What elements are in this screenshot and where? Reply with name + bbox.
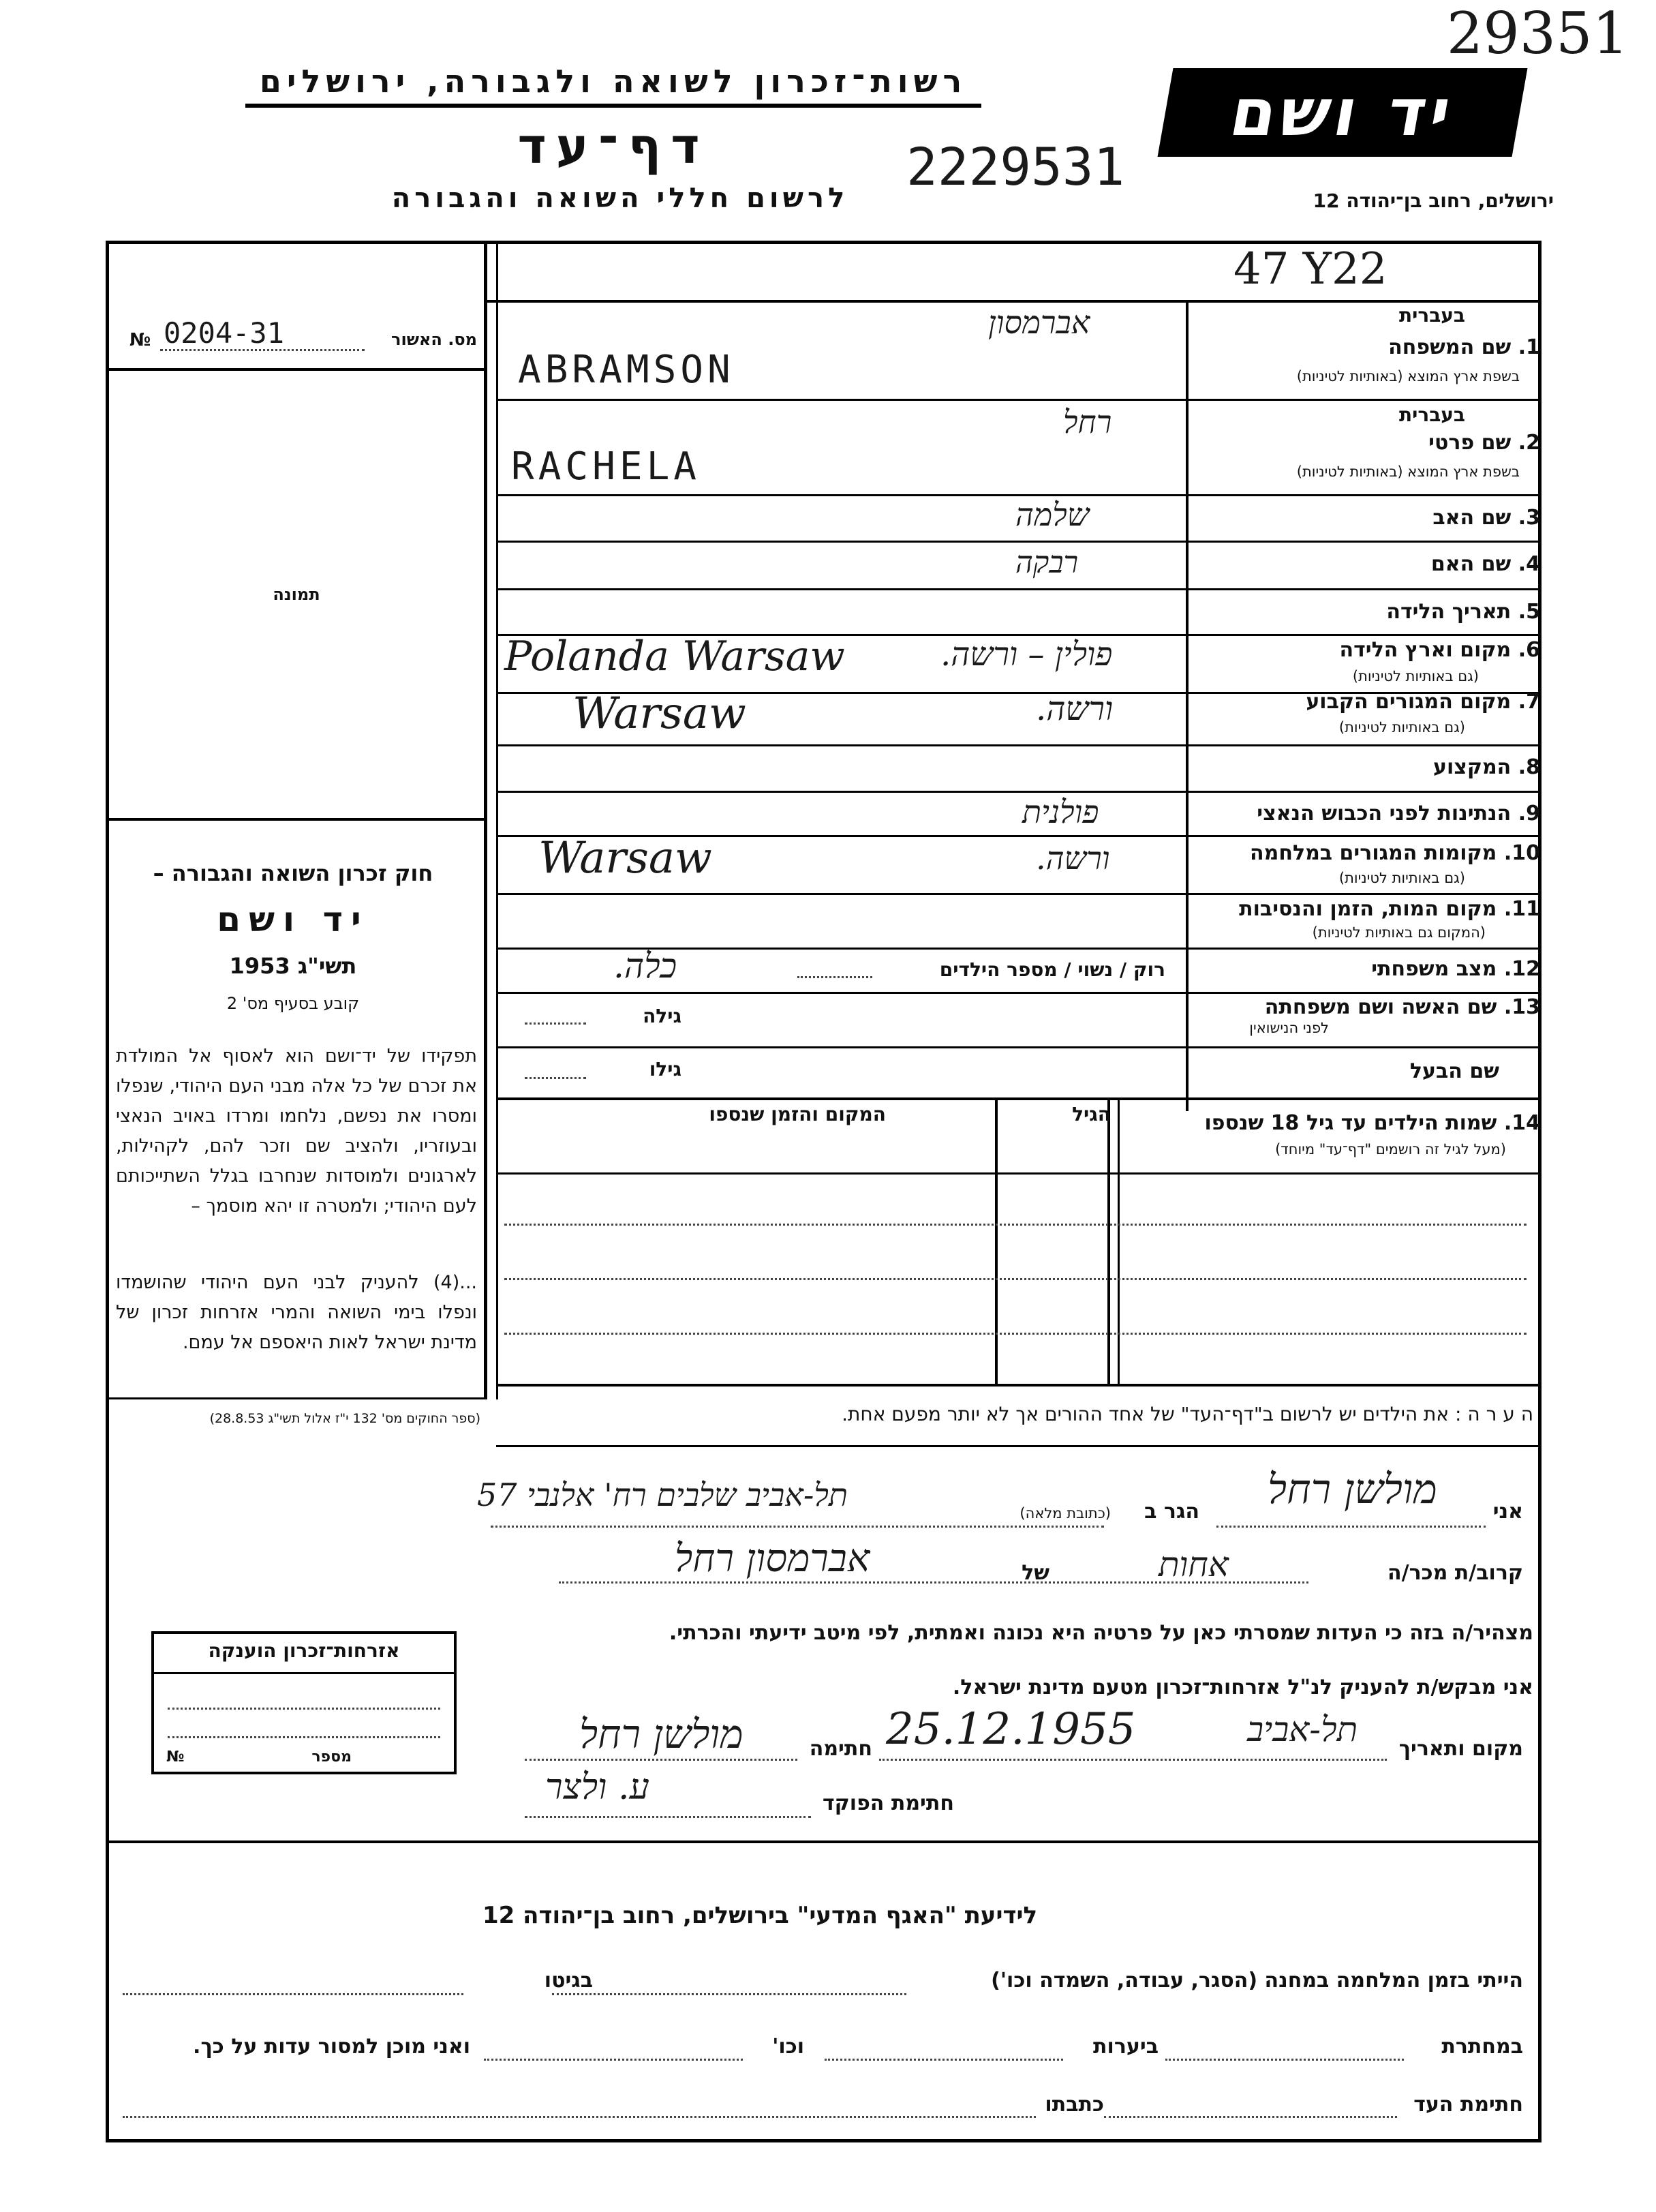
- children-bottom-line: [496, 1384, 1542, 1387]
- field-13-dots: [525, 1022, 586, 1025]
- row-line-10: [496, 893, 1542, 895]
- decl-signature-dots: [525, 1759, 797, 1761]
- law-text-2: ...(4) להעניק לבני העם היהודי שהושמדו ונפלו בימי השואה והמרי אזרחות זכרון של מדינת ישראל לאות היאספם אל עמם.: [116, 1272, 477, 1353]
- field-4-label-text: שם האם: [1430, 552, 1512, 576]
- decl-request: אני מבקש/ת להעניק לנ"ל אזרחות־זכרון מטעם מדינת ישראל.: [952, 1676, 1533, 1699]
- footer-separator: [106, 1840, 1542, 1843]
- field-1-hebrew-tag: בעברית: [1398, 304, 1465, 327]
- field-12-value: כלה.: [613, 946, 677, 986]
- form-number: 2229531: [906, 136, 1125, 197]
- children-row-3: [504, 1333, 1527, 1335]
- husband-extra: גילו: [649, 1058, 681, 1080]
- row-line-12: [496, 992, 1542, 994]
- footer-line2-a: במחתרת: [1441, 2035, 1523, 2059]
- field-13-num: 13.: [1503, 995, 1540, 1019]
- decl-date: 25.12.1955: [886, 1704, 1136, 1755]
- approval-label: מס. האשור: [391, 330, 477, 349]
- citizenship-dots-1: [168, 1708, 440, 1710]
- field-10-num: 10.: [1503, 841, 1540, 865]
- field-5-label: [1386, 600, 1540, 624]
- children-label: [1204, 1111, 1540, 1135]
- field-12-label-text: מצב משפחתי: [1371, 957, 1497, 981]
- field-8-label-text: המקצוע: [1432, 755, 1512, 779]
- field-11-num: 11.: [1503, 897, 1540, 921]
- decl-address-label: (כתובת מלאה): [1019, 1505, 1111, 1521]
- decl-signature-label: חתימה: [809, 1737, 872, 1761]
- field-10-value-latin: Warsaw: [538, 833, 712, 883]
- logo-text: יד ושם: [1224, 74, 1461, 151]
- footer-line3-dots-a: [1104, 2116, 1397, 2118]
- decl-place: תל-אביב: [1247, 1710, 1358, 1749]
- note: ה ע ר ה : את הילדים יש לרשום ב"דף־העד" של אחד ההורים אך לא יותר מפעם אחת.: [842, 1403, 1533, 1425]
- row-line-1: [496, 399, 1542, 401]
- field-5-label-text: תאריך הלידה: [1386, 600, 1512, 624]
- field-1-sub: בשפת ארץ המוצא (באותיות לטיניות): [1296, 368, 1520, 384]
- children-age-header: הגיל: [1072, 1103, 1111, 1125]
- corner-number: 29351: [1446, 0, 1629, 67]
- field-11-label-text: מקום המות, הזמן והנסיבות: [1239, 897, 1497, 921]
- approval-underline: [106, 368, 487, 371]
- authority-title: רשות־זכרון לשואה ולגבורה, ירושלים: [259, 63, 968, 100]
- field-7-label: [1306, 690, 1540, 714]
- field-1-value-latin: ABRAMSON: [518, 348, 735, 392]
- field-2-label-text: שם פרטי: [1428, 431, 1512, 455]
- decl-of-name: אברמסון רחל: [675, 1536, 870, 1581]
- decl-address-dots: [491, 1526, 1104, 1528]
- field-10-label-text: מקומות המגורים במלחמה: [1250, 841, 1497, 865]
- field-6-num: 6.: [1518, 638, 1540, 662]
- field-3-num: 3.: [1518, 506, 1540, 530]
- field-1-label: [1388, 335, 1540, 359]
- row-line-8: [496, 791, 1542, 793]
- field-4-label: [1431, 552, 1540, 576]
- decl-place-dots: [879, 1759, 1387, 1761]
- field-11-label: [1239, 897, 1540, 921]
- field-13-label: [1265, 995, 1540, 1019]
- decl-place-date-label: מקום ותאריך: [1398, 1737, 1523, 1761]
- left-column-divider-inner: [496, 241, 498, 1399]
- field-2-value-latin: RACHELA: [511, 444, 701, 489]
- decl-signature: מולשן רחל: [579, 1711, 743, 1757]
- field-7-value-latin: Warsaw: [572, 688, 746, 739]
- law-name: יד ושם: [217, 900, 369, 939]
- row-line-7: [496, 744, 1542, 746]
- decl-resides-label: הגר ב: [1144, 1500, 1199, 1524]
- field-2-num: 2.: [1518, 431, 1540, 455]
- field-9-label-text: הנתינות לפני הכבוש הנאצי: [1257, 802, 1512, 825]
- field-8-num: 8.: [1518, 755, 1540, 779]
- row-line-13: [496, 1046, 1542, 1048]
- authority-underline: [245, 104, 981, 108]
- decl-officer-sig: ע. ולצר: [545, 1767, 649, 1808]
- citizenship-number-label: מספר: [311, 1748, 352, 1766]
- children-label-text: שמות הילדים עד גיל 18 שנספו: [1204, 1111, 1497, 1135]
- label-value-divider: [1186, 300, 1189, 1111]
- children-num: 14.: [1503, 1111, 1540, 1135]
- law-title: חוק זכרון השואה והגבורה –: [153, 860, 433, 886]
- row-line-3: [496, 541, 1542, 543]
- field-10-sub: (גם באותיות לטיניות): [1338, 870, 1465, 886]
- footer-line2-d: ואני מוכן למסור עדות על כך.: [193, 2035, 470, 2059]
- footer-line1-b: בגיטו: [544, 1969, 593, 1993]
- left-column-divider-mid: [106, 818, 487, 821]
- footer-line2-b: ביערות: [1093, 2035, 1159, 2059]
- field-6-value-latin: Polanda Warsaw: [504, 633, 845, 680]
- decl-officer-label: חתימת הפוקד: [823, 1791, 954, 1815]
- children-header-line: [496, 1172, 1542, 1175]
- decl-relative-dots: [559, 1581, 1308, 1584]
- law-year: תשי"ג 1953: [229, 953, 357, 979]
- field-11-sub: (המקום גם באותיות לטיניות): [1312, 924, 1486, 941]
- field-6-value-he: פולין – ורשה.: [940, 635, 1113, 673]
- field-13-extra: גילה: [643, 1005, 681, 1027]
- row-line-4: [496, 588, 1542, 590]
- field-10-label: [1250, 841, 1540, 865]
- husband-label: שם הבעל: [1409, 1059, 1499, 1083]
- field-7-num: 7.: [1518, 690, 1540, 714]
- children-row-1: [504, 1224, 1527, 1226]
- field-7-sub: (גם באותיות לטיניות): [1338, 719, 1465, 736]
- approval-no-sign: №: [129, 330, 151, 350]
- law-ref: (ספר החוקים מס' 132 י"ז אלול תשי"ג 28.8.53): [209, 1411, 480, 1426]
- field-13-label-text: שם האשה ושם משפחתה: [1264, 995, 1497, 1019]
- citizenship-dots-2: [168, 1736, 440, 1738]
- field-2-hebrew-tag: בעברית: [1398, 404, 1465, 426]
- footer-line3-b: כתבתו: [1045, 2093, 1104, 2117]
- footer-line1-dots-b: [123, 1993, 463, 1995]
- field-12-dots: [797, 976, 872, 978]
- decl-name: מולשן רחל: [1268, 1466, 1437, 1513]
- field-2-value-he: רחל: [1063, 404, 1112, 440]
- children-sub: (מעל לגיל זה רושמים "דף־עד" מיוחד): [1275, 1141, 1506, 1157]
- field-13-sub: לפני הנישואין: [1249, 1020, 1329, 1036]
- field-1-value-he: אברמסון: [988, 304, 1090, 341]
- field-4-num: 4.: [1518, 552, 1540, 576]
- children-col-2b: [1118, 1097, 1120, 1384]
- law-ref-underline: [106, 1397, 487, 1399]
- field-9-label: [1257, 802, 1540, 825]
- field-9-value: פולנית: [1022, 793, 1099, 830]
- handwritten-ref: 47 Y22: [1233, 244, 1387, 294]
- decl-name-dots: [1216, 1526, 1486, 1528]
- form-subtitle: לרשום חללי השואה והגבורה: [391, 183, 849, 214]
- field-6-label: [1340, 638, 1540, 662]
- decl-i-label: אני: [1492, 1500, 1523, 1524]
- citizenship-box: [151, 1631, 457, 1774]
- footer-line2-dots-a: [1165, 2059, 1404, 2061]
- field-10-value-he: ורשה.: [1036, 840, 1110, 877]
- field-4-value: רבקה: [1015, 545, 1079, 580]
- decl-statement: מצהיר/ה בזה כי העדות שמסרתי כאן על פרטיה היא נכונה ואמתית, לפי מיטב ידיעתי והכרתי.: [669, 1621, 1533, 1645]
- citizenship-line-1: [154, 1672, 454, 1674]
- field-6-label-text: מקום וארץ הלידה: [1339, 638, 1512, 662]
- photo-label: תמונה: [273, 585, 320, 604]
- yad-vashem-logo: [1158, 68, 1528, 157]
- field-7-value-he: ורשה.: [1036, 690, 1114, 728]
- footer-line1-a: הייתי בזמן המלחמה במחנה (הסגר, עבודה, השמדה וכו'): [991, 1969, 1523, 1993]
- field-12-label: [1371, 957, 1540, 981]
- field-7-label-text: מקום המגורים הקבוע: [1306, 690, 1512, 714]
- field-3-value: שלמה: [1015, 496, 1090, 533]
- field-8-label: [1433, 755, 1540, 779]
- address: ירושלים, רחוב בן־יהודה 12: [1313, 190, 1554, 212]
- citizenship-title: אזרחות־זכרון הוענקה: [208, 1639, 400, 1662]
- decl-address: תל-אביב שלבים רח' אלנבי 57: [477, 1476, 848, 1513]
- field-2-label: [1428, 431, 1540, 455]
- children-place-header: המקום והזמן שנספו: [709, 1103, 886, 1125]
- field-2-sub: בשפת ארץ המוצא (באותיות לטיניות): [1296, 464, 1520, 480]
- field-5-num: 5.: [1518, 600, 1540, 624]
- note-bottom-line: [496, 1445, 1542, 1447]
- row-line-14: [496, 1097, 1542, 1100]
- footer-line2-dots-c: [484, 2059, 743, 2061]
- law-text-1: תפקידו של יד־ושם הוא לאסוף אל המולדת את זכרם של כל אלה מבני העם היהודי, שנפלו ומסרו את נפשם, נלחמו ומרדו באויב הנאצי ובעוזריו, ולהציב שם וזכר להם, לקהילות, לארגונים ולמוסדות שנחרבו בגלל השתייכותם לעם היהודי; ולמטרה זו יהא מוסמך –: [116, 1046, 477, 1217]
- field-12-extra: רוק / נשוי / מספר הילדים: [939, 958, 1165, 981]
- footer-line3-a: חתימת העד: [1413, 2093, 1523, 2117]
- footer-title: לידיעת "האגף המדעי" בירושלים, רחוב בן־יהודה 12: [482, 1902, 1038, 1929]
- approval-field: [123, 316, 477, 354]
- children-col-2: [1107, 1097, 1110, 1384]
- field-3-label-text: שם האב: [1432, 506, 1512, 530]
- approval-dots: [160, 349, 365, 351]
- decl-relative-label: קרוב/ת מכר/ה: [1387, 1561, 1523, 1585]
- decl-of-label: של: [1022, 1561, 1049, 1585]
- footer-line3-dots-b: [123, 2116, 1036, 2118]
- approval-value: 0204-31: [164, 316, 285, 350]
- field-1-label-text: שם המשפחה: [1388, 335, 1512, 359]
- top-row-line: [484, 300, 1542, 303]
- children-row-2: [504, 1278, 1527, 1280]
- law-section: קובע בסעיף מס' 2: [226, 994, 360, 1013]
- footer-line2-c: וכו': [772, 2035, 804, 2059]
- form-title: דף־עד: [517, 117, 709, 175]
- children-col-1: [995, 1097, 998, 1384]
- field-3-label: [1432, 506, 1540, 530]
- field-9-num: 9.: [1518, 802, 1540, 825]
- citizenship-no-sign: №: [166, 1748, 185, 1766]
- field-6-sub: (גם באותיות לטיניות): [1352, 668, 1479, 684]
- husband-dots: [525, 1077, 586, 1079]
- decl-relation: אחות: [1159, 1545, 1229, 1584]
- field-1-num: 1.: [1518, 335, 1540, 359]
- footer-line1-dots-a: [552, 1993, 906, 1995]
- footer-line2-dots-b: [825, 2059, 1063, 2061]
- field-12-num: 12.: [1503, 957, 1540, 981]
- decl-officer-dots: [525, 1816, 811, 1818]
